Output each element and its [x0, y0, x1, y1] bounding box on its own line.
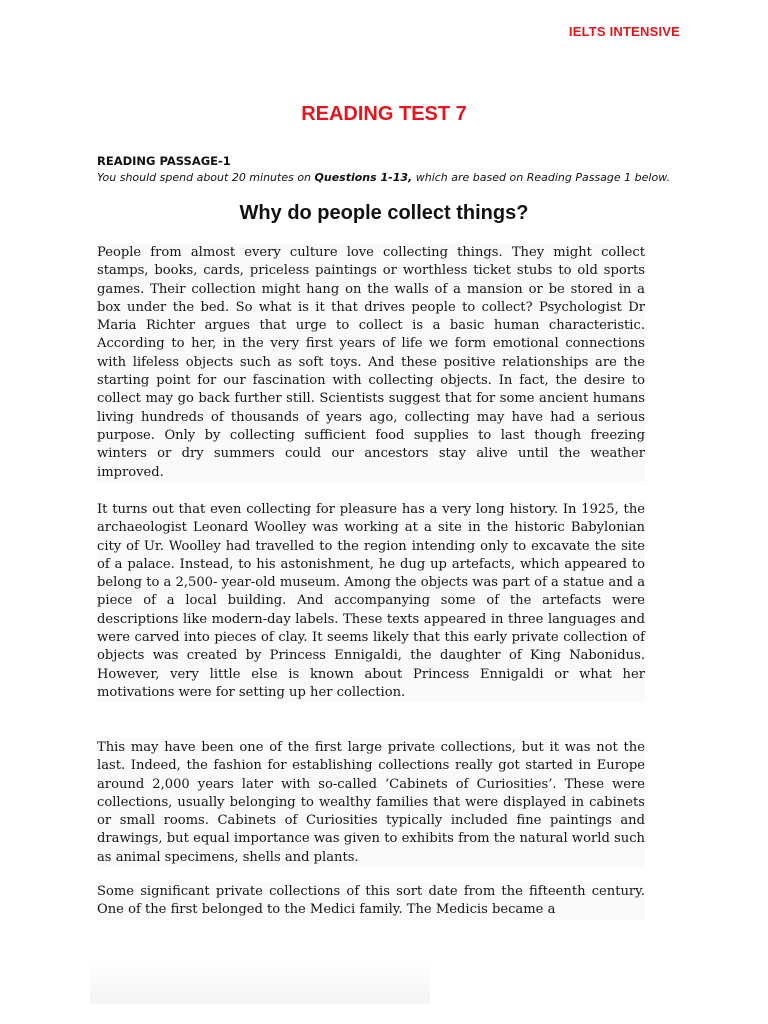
- paragraph-4: Some significant private collections of this sort date from the fifteenth century. One of the first belonged to the Medici family. The Medicis became a: [97, 883, 645, 920]
- instruction-text-pre: You should spend about 20 minutes on: [97, 171, 315, 184]
- passage-label: READING PASSAGE-1: [97, 154, 231, 168]
- article-title: Why do people collect things?: [239, 202, 529, 224]
- test-title: READING TEST 7: [301, 103, 467, 125]
- paragraph-3: This may have been one of the first large private collections, but it was not the last. Indeed, the fashion for establishing collections really got started in Europe around 2,000 years later with so-called ‘Cabinets of Curiosities’. These were collections, usually belonging to wealthy families that were displayed in cabinets or small rooms. Cabinets of Curiosities typically included fine paintings and drawings, but equal importance was given to exhibits from the natural world such as animal specimens, shells and plants.: [97, 739, 645, 867]
- header-tag: IELTS INTENSIVE: [568, 24, 680, 39]
- footer-smudge: [90, 960, 430, 1004]
- instruction-text-post: which are based on Reading Passage 1 below.: [412, 171, 670, 184]
- paragraph-2: It turns out that even collecting for pleasure has a very long history. In 1925, the archaeologist Leonard Woolley was working at a site in the historic Babylonian city of Ur. Woolley had travelled to the region intending only to excavate the site of a palace. Instead, to his astonishment, he dug up artefacts, which appeared to belong to a 2,500- year-old museum. Among the objects was part of a statue and a piece of a local building. And accompanying some of the artefacts were descriptions like modern-day labels. These texts appeared in three languages and were carved into pieces of clay. It seems likely that this early private collection of objects was created by Princess Ennigaldi, the daughter of King Nabonidus. However, very little else is known about Princess Ennigaldi or what her motivations were for setting up her collection.: [97, 501, 645, 702]
- instruction-questions: Questions 1-13,: [314, 171, 413, 184]
- passage-instruction: [97, 171, 677, 184]
- paragraph-1: People from almost every culture love collecting things. They might collect stamps, books, cards, priceless paintings or worthless ticket stubs to old sports games. Their collection might hang on the walls of a mansion or be stored in a box under the bed. So what is it that drives people to collect? Psychologist Dr Maria Richter argues that urge to collect is a basic human characteristic. According to her, in the very first years of life we form emotional connections with lifeless objects such as soft toys. And these positive relationships are the starting point for our fascination with collecting objects. In fact, the desire to collect may go back further still. Scientists suggest that for some ancient humans living hundreds of thousands of years ago, collecting may have had a serious purpose. Only by collecting sufficient food supplies to last though freezing winters or dry summers could our ancestors stay alive until the weather improved.: [97, 244, 645, 482]
